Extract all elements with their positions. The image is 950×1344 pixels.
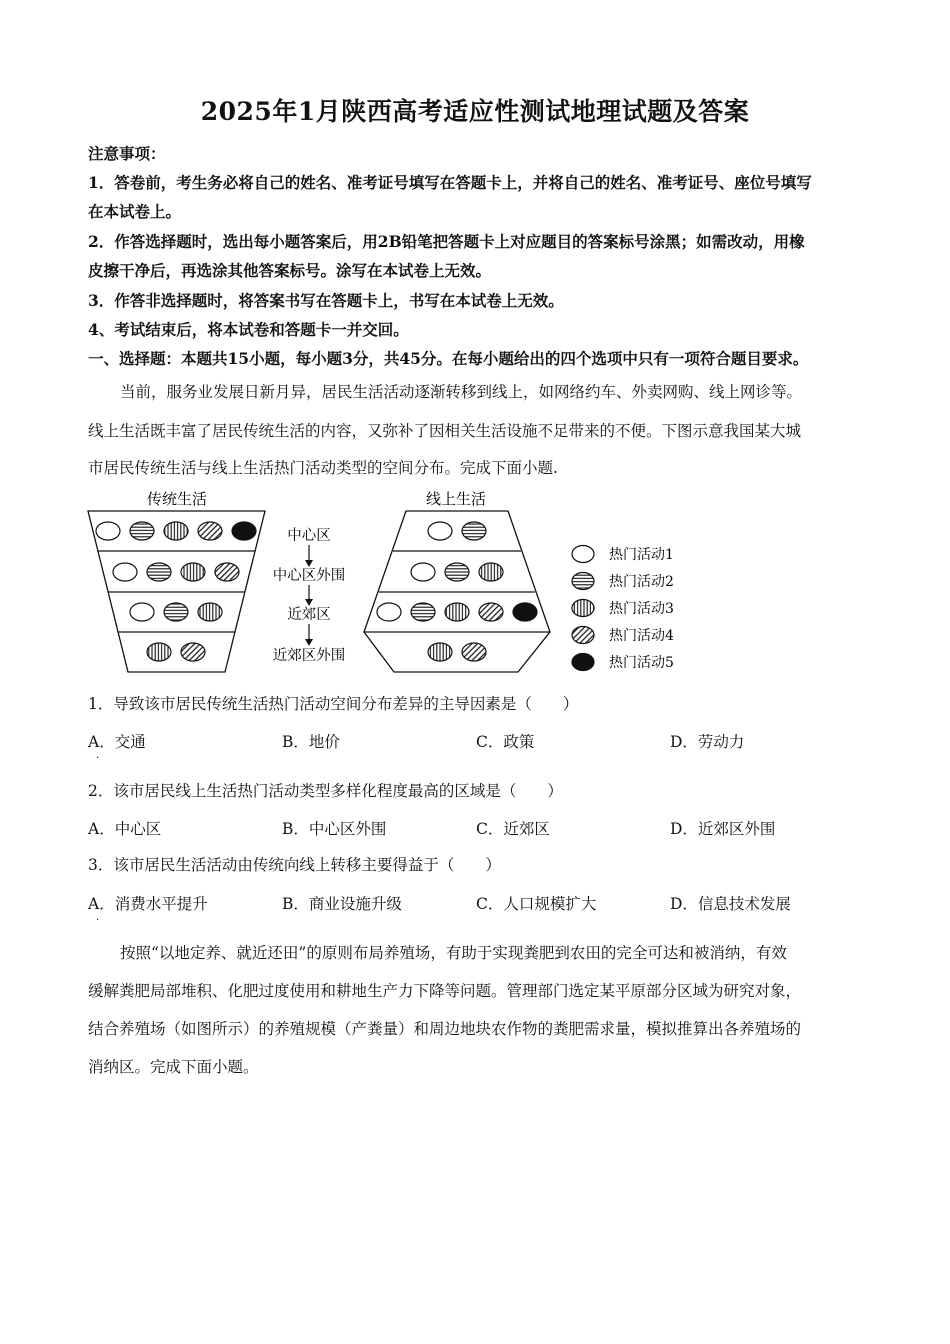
section-heading: 一、选择题：本题共15小题，每小题3分，共45分。在每小题给出的四个选项中只有一项符合题目要求。 xyxy=(88,349,809,368)
hot-activity-4-icon xyxy=(572,627,594,644)
intro2-line-2: 缓解粪肥局部堆积、化肥过度使用和耕地生产力下降等问题。管理部门选定某平原部分区域为研究对象， xyxy=(88,982,802,1000)
hot-activity-3-icon xyxy=(181,563,205,581)
legend-label-2: 热门活动2 xyxy=(609,574,674,590)
legend-label-1: 热门活动1 xyxy=(609,547,674,563)
hot-activity-4-icon xyxy=(479,603,503,621)
hot-activity-5-icon xyxy=(513,603,537,621)
traditional-title: 传统生活 xyxy=(146,490,208,508)
notice-line-2: 在本试卷上。 xyxy=(88,202,182,221)
intro2-line-3: 结合养殖场（如图所示）的养殖规模（产粪量）和周边地块农作物的粪肥需求量，模拟推算出各养殖场的 xyxy=(88,1020,802,1038)
question-2-option-c[interactable]: C．近郊区 xyxy=(476,820,550,838)
notice-line-3: 2．作答选择题时，选出每小题答案后，用2B铅笔把答题卡上对应题目的答案标号涂黑；如需改动，用橡 xyxy=(88,232,805,251)
hot-activity-5-icon xyxy=(572,654,594,671)
hot-activity-3-icon xyxy=(164,522,188,540)
notice-line-4: 皮擦干净后，再选涂其他答案标号。涂写在本试卷上无效。 xyxy=(88,261,492,280)
notice-line-5: 3．作答非选择题时，将答案书写在答题卡上，书写在本试卷上无效。 xyxy=(88,291,564,310)
hot-activity-4-icon xyxy=(198,522,222,540)
legend-label-3: 热门活动3 xyxy=(609,601,674,617)
zone-label-suburb-outer: 近郊区外围 xyxy=(272,648,346,664)
zone-label-center-outer: 中心区外围 xyxy=(272,568,346,584)
notice-line-1: 1．答卷前，考生务必将自己的姓名、准考证号填写在答题卡上，并将自己的姓名、准考证号、座位号填写 xyxy=(88,173,812,192)
notice-heading: 注意事项： xyxy=(88,144,166,163)
question-3-stem: 3．该市居民生活活动由传统向线上转移主要得益于（ ） xyxy=(88,856,501,874)
hot-activity-1-icon xyxy=(96,522,120,540)
question-1-option-c[interactable]: C．政策 xyxy=(476,733,535,751)
online-diagram xyxy=(364,511,550,672)
hot-activity-1-icon xyxy=(411,563,435,581)
hot-activity-1-icon xyxy=(377,603,401,621)
hot-activity-3-icon xyxy=(147,643,171,661)
dot-mark: · xyxy=(96,915,100,926)
hot-activity-3-icon xyxy=(198,603,222,621)
question-1-stem: 1．导致该市居民传统生活热门活动空间分布差异的主导因素是（ ） xyxy=(88,695,579,713)
hot-activity-1-icon xyxy=(113,563,137,581)
intro1-line-2: 线上生活既丰富了居民传统生活的内容，又弥补了因相关生活设施不足带来的不便。下图示意我国某大城 xyxy=(88,422,802,440)
hot-activity-1-icon xyxy=(130,603,154,621)
intro2-line-1: 按照“以地定养、就近还田”的原则布局养殖场，有助于实现粪肥到农田的完全可达和被消纳，有效 xyxy=(120,944,787,962)
hot-activity-4-icon xyxy=(215,563,239,581)
notice-line-6: 4、考试结束后，将本试卷和答题卡一并交回。 xyxy=(88,320,409,339)
question-3-option-d[interactable]: D．信息技术发展 xyxy=(670,895,791,913)
hot-activity-3-icon xyxy=(445,603,469,621)
hot-activity-3-icon xyxy=(479,563,503,581)
hot-activity-2-icon xyxy=(147,563,171,581)
question-1-option-a[interactable]: A．交通 xyxy=(88,733,146,751)
question-2-option-b[interactable]: B．中心区外围 xyxy=(282,820,387,838)
hot-activity-2-icon xyxy=(164,603,188,621)
hot-activity-2-icon xyxy=(462,522,486,540)
zone-label-suburb: 近郊区 xyxy=(287,607,331,623)
question-2-option-d[interactable]: D．近郊区外围 xyxy=(670,820,776,838)
question-2-option-a[interactable]: A．中心区 xyxy=(88,820,162,838)
hot-activity-5-icon xyxy=(232,522,256,540)
legend-label-5: 热门活动5 xyxy=(609,655,674,671)
hot-activity-3-icon xyxy=(428,643,452,661)
hot-activity-3-icon xyxy=(572,600,594,617)
legend-label-4: 热门活动4 xyxy=(609,628,674,644)
hot-activity-1-icon xyxy=(428,522,452,540)
down-arrow-icon xyxy=(305,545,313,646)
legend xyxy=(572,546,594,671)
hot-activity-4-icon xyxy=(462,643,486,661)
hot-activity-2-icon xyxy=(572,573,594,590)
question-3-option-a[interactable]: A．消费水平提升 xyxy=(88,895,208,913)
page-title: 2025年1月陕西高考适应性测试地理试题及答案 xyxy=(200,97,750,126)
activity-distribution-figure xyxy=(80,484,700,684)
hot-activity-2-icon xyxy=(445,563,469,581)
question-2-stem: 2．该市居民线上生活热门活动类型多样化程度最高的区域是（ ） xyxy=(88,782,563,800)
intro2-line-4: 消纳区。完成下面小题。 xyxy=(88,1058,259,1076)
question-1-option-d[interactable]: D．劳动力 xyxy=(670,733,745,751)
hot-activity-2-icon xyxy=(411,603,435,621)
hot-activity-1-icon xyxy=(572,546,594,563)
question-3-option-b[interactable]: B．商业设施升级 xyxy=(282,895,402,913)
question-3-option-c[interactable]: C．人口规模扩大 xyxy=(476,895,597,913)
hot-activity-4-icon xyxy=(181,643,205,661)
intro1-line-1: 当前，服务业发展日新月异，居民生活活动逐渐转移到线上，如网络约车、外卖网购、线上网诊等。 xyxy=(120,383,803,401)
hot-activity-2-icon xyxy=(130,522,154,540)
question-1-option-b[interactable]: B．地价 xyxy=(282,733,340,751)
intro1-line-3: 市居民传统生活与线上生活热门活动类型的空间分布。完成下面小题. xyxy=(88,459,558,477)
online-title: 线上生活 xyxy=(425,490,487,508)
zone-label-center: 中心区 xyxy=(287,528,331,544)
dot-mark: · xyxy=(96,753,100,764)
